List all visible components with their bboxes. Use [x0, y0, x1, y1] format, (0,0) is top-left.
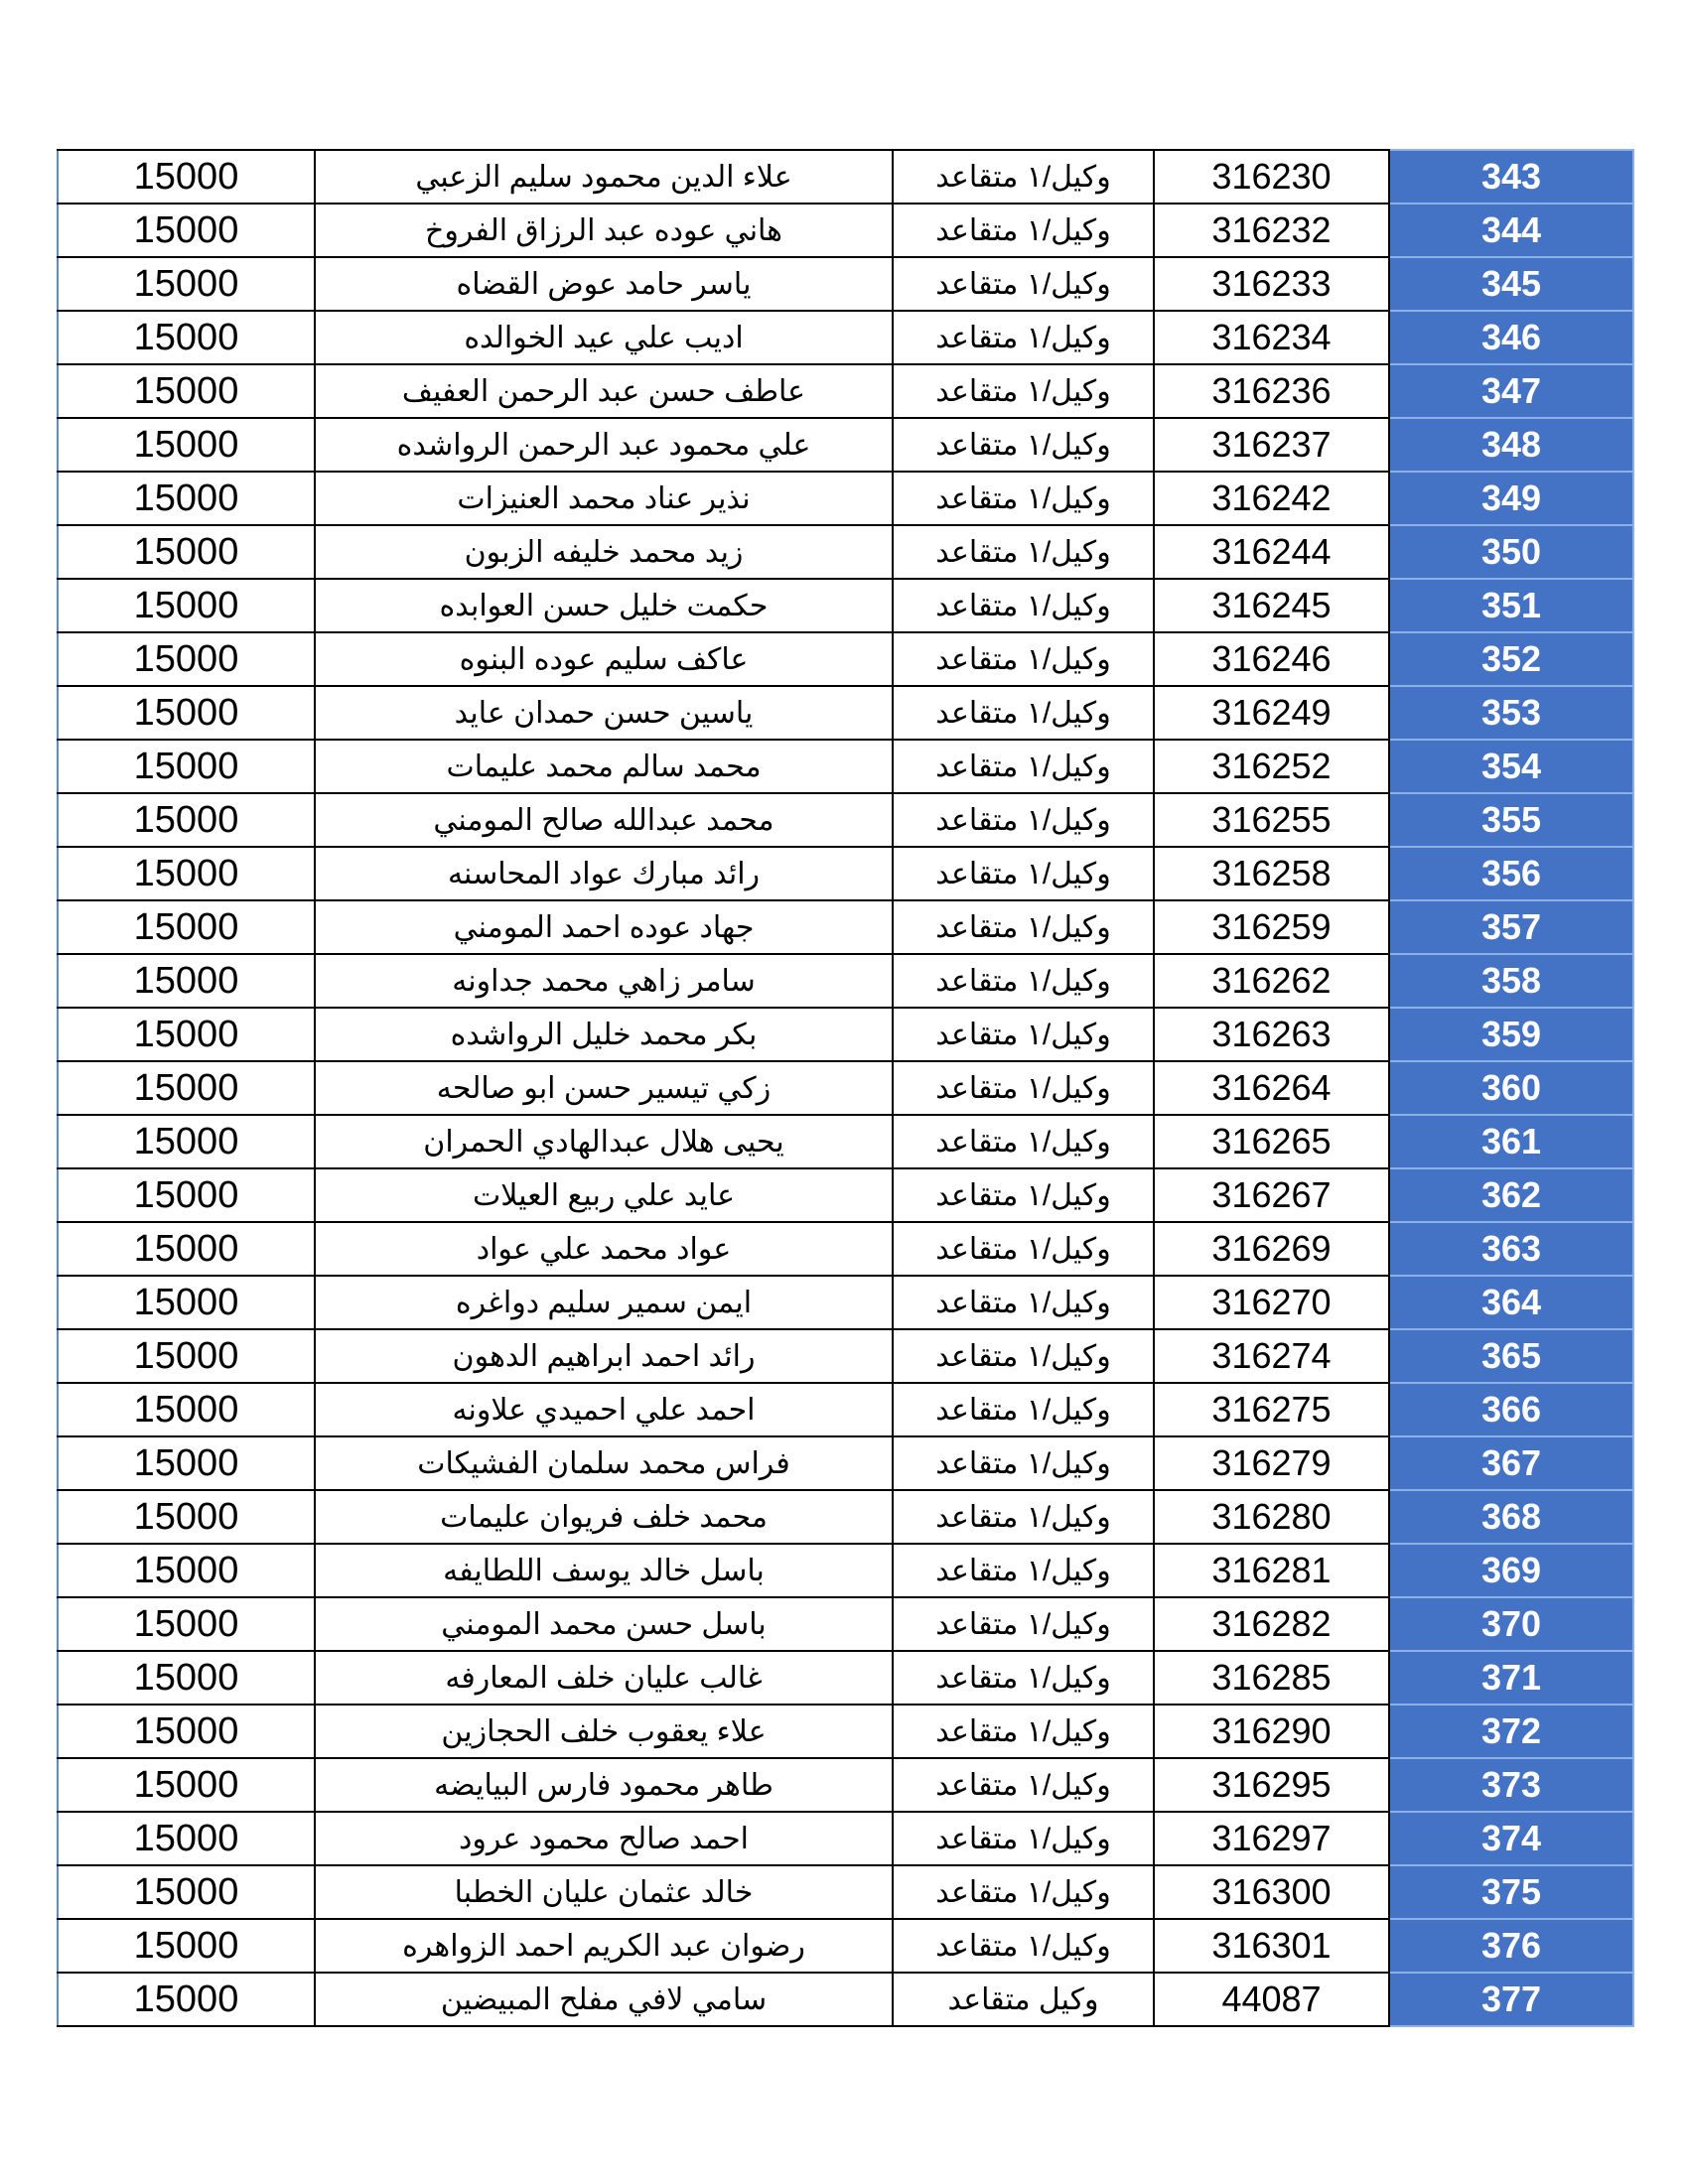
rank-cell: وكيل/١ متقاعد: [893, 1597, 1154, 1651]
amount-cell: 15000: [58, 1383, 315, 1436]
table-row: [58, 579, 1633, 632]
name-cell: فراس محمد سلمان الفشيكات: [315, 1436, 893, 1490]
amount-cell: 15000: [58, 740, 315, 793]
sequence-number-cell: 360: [1389, 1061, 1633, 1115]
sequence-number-cell: 362: [1389, 1168, 1633, 1222]
table-row: [58, 1544, 1633, 1597]
rank-cell: وكيل/١ متقاعد: [893, 1383, 1154, 1436]
sequence-number-cell: 376: [1389, 1919, 1633, 1973]
name-cell: باسل حسن محمد المومني: [315, 1597, 893, 1651]
rank-cell: وكيل/١ متقاعد: [893, 793, 1154, 847]
rank-cell: وكيل/١ متقاعد: [893, 1329, 1154, 1383]
military-id-cell: 316282: [1154, 1597, 1389, 1651]
sequence-number-cell: 365: [1389, 1329, 1633, 1383]
rank-cell: وكيل/١ متقاعد: [893, 740, 1154, 793]
sequence-number-cell: 369: [1389, 1544, 1633, 1597]
table-row: [58, 1973, 1633, 2026]
rank-cell: وكيل/١ متقاعد: [893, 1758, 1154, 1812]
amount-cell: 15000: [58, 1490, 315, 1544]
military-id-cell: 316274: [1154, 1329, 1389, 1383]
amount-cell: 15000: [58, 954, 315, 1008]
military-id-cell: 316267: [1154, 1168, 1389, 1222]
payment-table: [57, 149, 1634, 2027]
military-id-cell: 316269: [1154, 1222, 1389, 1276]
sequence-number-cell: 349: [1389, 472, 1633, 525]
name-cell: طاهر محمود فارس البيايضه: [315, 1758, 893, 1812]
rank-cell: وكيل/١ متقاعد: [893, 364, 1154, 418]
amount-cell: 15000: [58, 1597, 315, 1651]
sequence-number-cell: 344: [1389, 204, 1633, 257]
table-row: [58, 364, 1633, 418]
sequence-number-cell: 343: [1389, 150, 1633, 204]
table-row: [58, 1276, 1633, 1329]
military-id-cell: 316236: [1154, 364, 1389, 418]
military-id-cell: 316301: [1154, 1919, 1389, 1973]
table-row: [58, 954, 1633, 1008]
table-row: [58, 740, 1633, 793]
rank-cell: وكيل/١ متقاعد: [893, 257, 1154, 311]
military-id-cell: 316265: [1154, 1115, 1389, 1168]
name-cell: ياسر حامد عوض القضاه: [315, 257, 893, 311]
military-id-cell: 44087: [1154, 1973, 1389, 2026]
military-id-cell: 316258: [1154, 847, 1389, 900]
military-id-cell: 316280: [1154, 1490, 1389, 1544]
rank-cell: وكيل/١ متقاعد: [893, 1490, 1154, 1544]
sequence-number-cell: 355: [1389, 793, 1633, 847]
amount-cell: 15000: [58, 1008, 315, 1061]
table-row: [58, 686, 1633, 740]
amount-cell: 15000: [58, 311, 315, 364]
sequence-number-cell: 351: [1389, 579, 1633, 632]
rank-cell: وكيل/١ متقاعد: [893, 150, 1154, 204]
name-cell: علي محمود عبد الرحمن الرواشده: [315, 418, 893, 472]
amount-cell: 15000: [58, 1973, 315, 2026]
military-id-cell: 316255: [1154, 793, 1389, 847]
amount-cell: 15000: [58, 1812, 315, 1865]
amount-cell: 15000: [58, 1919, 315, 1973]
name-cell: رائد مبارك عواد المحاسنه: [315, 847, 893, 900]
rank-cell: وكيل/١ متقاعد: [893, 686, 1154, 740]
rank-cell: وكيل/١ متقاعد: [893, 1705, 1154, 1758]
amount-cell: 15000: [58, 686, 315, 740]
name-cell: احمد علي احميدي علاونه: [315, 1383, 893, 1436]
rank-cell: وكيل/١ متقاعد: [893, 1061, 1154, 1115]
rank-cell: وكيل/١ متقاعد: [893, 311, 1154, 364]
table-row: [58, 204, 1633, 257]
name-cell: زكي تيسير حسن ابو صالحه: [315, 1061, 893, 1115]
military-id-cell: 316246: [1154, 632, 1389, 686]
amount-cell: 15000: [58, 1276, 315, 1329]
military-id-cell: 316232: [1154, 204, 1389, 257]
sequence-number-cell: 350: [1389, 525, 1633, 579]
table-row: [58, 1758, 1633, 1812]
sequence-number-cell: 357: [1389, 900, 1633, 954]
table-row: [58, 1812, 1633, 1865]
sequence-number-cell: 348: [1389, 418, 1633, 472]
sequence-number-cell: 367: [1389, 1436, 1633, 1490]
amount-cell: 15000: [58, 632, 315, 686]
name-cell: باسل خالد يوسف اللطايفه: [315, 1544, 893, 1597]
table-row: [58, 1919, 1633, 1973]
name-cell: بكر محمد خليل الرواشده: [315, 1008, 893, 1061]
amount-cell: 15000: [58, 150, 315, 204]
name-cell: ايمن سمير سليم دواغره: [315, 1276, 893, 1329]
sequence-number-cell: 352: [1389, 632, 1633, 686]
amount-cell: 15000: [58, 1222, 315, 1276]
name-cell: علاء الدين محمود سليم الزعبي: [315, 150, 893, 204]
rank-cell: وكيل/١ متقاعد: [893, 579, 1154, 632]
table-row: [58, 525, 1633, 579]
name-cell: نذير عناد محمد العنيزات: [315, 472, 893, 525]
rank-cell: وكيل/١ متقاعد: [893, 525, 1154, 579]
rank-cell: وكيل/١ متقاعد: [893, 1544, 1154, 1597]
sequence-number-cell: 374: [1389, 1812, 1633, 1865]
name-cell: حكمت خليل حسن العوابده: [315, 579, 893, 632]
table-row: [58, 1383, 1633, 1436]
rank-cell: وكيل/١ متقاعد: [893, 1222, 1154, 1276]
table-row: [58, 311, 1633, 364]
name-cell: سامر زاهي محمد جداونه: [315, 954, 893, 1008]
amount-cell: 15000: [58, 1168, 315, 1222]
name-cell: محمد خلف فريوان عليمات: [315, 1490, 893, 1544]
table-row: [58, 1705, 1633, 1758]
rank-cell: وكيل/١ متقاعد: [893, 204, 1154, 257]
name-cell: عايد علي ربيع العيلات: [315, 1168, 893, 1222]
amount-cell: 15000: [58, 257, 315, 311]
rank-cell: وكيل/١ متقاعد: [893, 418, 1154, 472]
military-id-cell: 316295: [1154, 1758, 1389, 1812]
amount-cell: 15000: [58, 418, 315, 472]
rank-cell: وكيل متقاعد: [893, 1973, 1154, 2026]
name-cell: علاء يعقوب خلف الحجازين: [315, 1705, 893, 1758]
sequence-number-cell: 356: [1389, 847, 1633, 900]
name-cell: عاكف سليم عوده البنوه: [315, 632, 893, 686]
name-cell: عاطف حسن عبد الرحمن العفيف: [315, 364, 893, 418]
military-id-cell: 316279: [1154, 1436, 1389, 1490]
rank-cell: وكيل/١ متقاعد: [893, 472, 1154, 525]
amount-cell: 15000: [58, 1651, 315, 1705]
sequence-number-cell: 361: [1389, 1115, 1633, 1168]
name-cell: عواد محمد علي عواد: [315, 1222, 893, 1276]
amount-cell: 15000: [58, 900, 315, 954]
rank-cell: وكيل/١ متقاعد: [893, 1812, 1154, 1865]
name-cell: رضوان عبد الكريم احمد الزواهره: [315, 1919, 893, 1973]
amount-cell: 15000: [58, 847, 315, 900]
military-id-cell: 316233: [1154, 257, 1389, 311]
military-id-cell: 316281: [1154, 1544, 1389, 1597]
sequence-number-cell: 366: [1389, 1383, 1633, 1436]
name-cell: محمد سالم محمد عليمات: [315, 740, 893, 793]
sequence-number-cell: 359: [1389, 1008, 1633, 1061]
amount-cell: 15000: [58, 793, 315, 847]
name-cell: ياسين حسن حمدان عايد: [315, 686, 893, 740]
table-row: [58, 472, 1633, 525]
table-row: [58, 1329, 1633, 1383]
sequence-number-cell: 353: [1389, 686, 1633, 740]
rank-cell: وكيل/١ متقاعد: [893, 847, 1154, 900]
military-id-cell: 316252: [1154, 740, 1389, 793]
military-id-cell: 316262: [1154, 954, 1389, 1008]
sequence-number-cell: 375: [1389, 1865, 1633, 1919]
table-row: [58, 1008, 1633, 1061]
military-id-cell: 316275: [1154, 1383, 1389, 1436]
amount-cell: 15000: [58, 1329, 315, 1383]
military-id-cell: 316285: [1154, 1651, 1389, 1705]
military-id-cell: 316264: [1154, 1061, 1389, 1115]
table-row: [58, 847, 1633, 900]
military-id-cell: 316245: [1154, 579, 1389, 632]
military-id-cell: 316263: [1154, 1008, 1389, 1061]
amount-cell: 15000: [58, 204, 315, 257]
amount-cell: 15000: [58, 1705, 315, 1758]
military-id-cell: 316234: [1154, 311, 1389, 364]
rank-cell: وكيل/١ متقاعد: [893, 1115, 1154, 1168]
amount-cell: 15000: [58, 1758, 315, 1812]
military-id-cell: 316290: [1154, 1705, 1389, 1758]
name-cell: غالب عليان خلف المعارفه: [315, 1651, 893, 1705]
table-row: [58, 257, 1633, 311]
amount-cell: 15000: [58, 525, 315, 579]
table-row: [58, 1597, 1633, 1651]
table-row: [58, 1490, 1633, 1544]
sequence-number-cell: 373: [1389, 1758, 1633, 1812]
amount-cell: 15000: [58, 1061, 315, 1115]
table-row: [58, 793, 1633, 847]
rank-cell: وكيل/١ متقاعد: [893, 1919, 1154, 1973]
sequence-number-cell: 354: [1389, 740, 1633, 793]
amount-cell: 15000: [58, 364, 315, 418]
sequence-number-cell: 368: [1389, 1490, 1633, 1544]
table-row: [58, 1865, 1633, 1919]
name-cell: خالد عثمان عليان الخطبا: [315, 1865, 893, 1919]
rank-cell: وكيل/١ متقاعد: [893, 1436, 1154, 1490]
amount-cell: 15000: [58, 1436, 315, 1490]
rank-cell: وكيل/١ متقاعد: [893, 954, 1154, 1008]
sequence-number-cell: 371: [1389, 1651, 1633, 1705]
name-cell: هاني عوده عبد الرزاق الفروخ: [315, 204, 893, 257]
name-cell: اديب علي عيد الخوالده: [315, 311, 893, 364]
military-id-cell: 316259: [1154, 900, 1389, 954]
amount-cell: 15000: [58, 1865, 315, 1919]
table-row: [58, 632, 1633, 686]
sequence-number-cell: 370: [1389, 1597, 1633, 1651]
table-row: [58, 1436, 1633, 1490]
military-id-cell: 316244: [1154, 525, 1389, 579]
sequence-number-cell: 345: [1389, 257, 1633, 311]
table-row: [58, 900, 1633, 954]
table-row: [58, 150, 1633, 204]
military-id-cell: 316270: [1154, 1276, 1389, 1329]
table-row: [58, 1651, 1633, 1705]
sequence-number-cell: 346: [1389, 311, 1633, 364]
name-cell: محمد عبدالله صالح المومني: [315, 793, 893, 847]
military-id-cell: 316300: [1154, 1865, 1389, 1919]
military-id-cell: 316242: [1154, 472, 1389, 525]
table-row: [58, 1222, 1633, 1276]
name-cell: رائد احمد ابراهيم الدهون: [315, 1329, 893, 1383]
rank-cell: وكيل/١ متقاعد: [893, 1168, 1154, 1222]
sequence-number-cell: 364: [1389, 1276, 1633, 1329]
rank-cell: وكيل/١ متقاعد: [893, 632, 1154, 686]
table-row: [58, 1115, 1633, 1168]
amount-cell: 15000: [58, 472, 315, 525]
table-row: [58, 1061, 1633, 1115]
table-row: [58, 1168, 1633, 1222]
military-id-cell: 316230: [1154, 150, 1389, 204]
name-cell: احمد صالح محمود عرود: [315, 1812, 893, 1865]
sequence-number-cell: 358: [1389, 954, 1633, 1008]
sequence-number-cell: 347: [1389, 364, 1633, 418]
rank-cell: وكيل/١ متقاعد: [893, 900, 1154, 954]
sequence-number-cell: 377: [1389, 1973, 1633, 2026]
military-id-cell: 316237: [1154, 418, 1389, 472]
table-row: [58, 418, 1633, 472]
name-cell: يحيى هلال عبدالهادي الحمران: [315, 1115, 893, 1168]
rank-cell: وكيل/١ متقاعد: [893, 1865, 1154, 1919]
rank-cell: وكيل/١ متقاعد: [893, 1651, 1154, 1705]
name-cell: زيد محمد خليفه الزبون: [315, 525, 893, 579]
military-id-cell: 316297: [1154, 1812, 1389, 1865]
name-cell: جهاد عوده احمد المومني: [315, 900, 893, 954]
military-id-cell: 316249: [1154, 686, 1389, 740]
amount-cell: 15000: [58, 579, 315, 632]
sequence-number-cell: 372: [1389, 1705, 1633, 1758]
amount-cell: 15000: [58, 1544, 315, 1597]
rank-cell: وكيل/١ متقاعد: [893, 1276, 1154, 1329]
sequence-number-cell: 363: [1389, 1222, 1633, 1276]
table-body: [58, 150, 1633, 2026]
rank-cell: وكيل/١ متقاعد: [893, 1008, 1154, 1061]
name-cell: سامي لافي مفلح المبيضين: [315, 1973, 893, 2026]
amount-cell: 15000: [58, 1115, 315, 1168]
